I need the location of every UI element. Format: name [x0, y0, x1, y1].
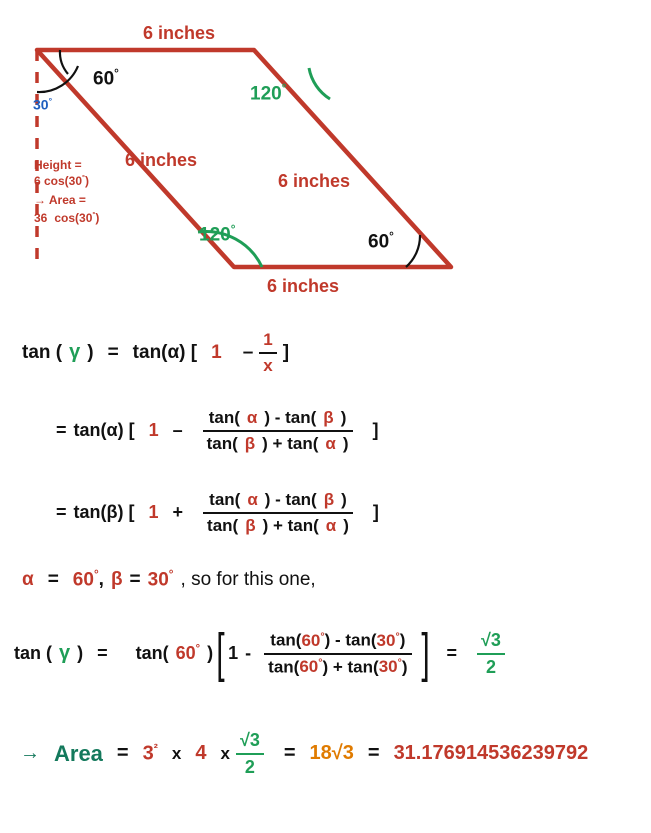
beta-symbol: β [323, 490, 335, 509]
fraction-denominator: tan( β ) + tan( α ) [206, 433, 349, 453]
one-5: 1 [228, 643, 239, 664]
equals-6c: = [367, 742, 380, 765]
label-right-side: 6 inches [278, 171, 351, 191]
parallelogram-figure [0, 0, 651, 310]
area-word: Area [54, 740, 103, 766]
fraction-numerator: tan( α ) - tan( β ) [209, 490, 347, 509]
fraction-bar [203, 430, 353, 432]
beta-symbol: β [323, 408, 334, 427]
fraction-denominator: x [263, 355, 273, 375]
fraction-numerator: tan(60°) - tan(30°) [270, 630, 406, 651]
equation-line-6-area [20, 730, 588, 777]
bracket-close-1: ] [282, 341, 290, 363]
degree-symbol: ° [389, 230, 394, 243]
tan-open-1: tan ( [22, 341, 63, 363]
degree-symbol: ° [318, 656, 323, 669]
fraction-sqrt3-over-2-area [236, 730, 264, 777]
tan-open-60: tan( [135, 643, 169, 664]
tan-beta-3: tan(β) [ [73, 502, 135, 523]
fraction-numerator: √3 [481, 630, 501, 650]
equals-4a: = [47, 568, 59, 590]
fraction-bar [477, 653, 505, 655]
height-label-line1: Height = [34, 158, 82, 172]
equals-3: = [56, 502, 67, 523]
label-angle-120-bottom: 120° [199, 223, 236, 246]
arrow-icon: → [34, 193, 46, 207]
label-bottom-side: 6 inches [267, 276, 340, 296]
area-simplified-value: 18√3 [309, 742, 354, 765]
bracket-close-3: ] [372, 502, 379, 523]
angle-arc-60-icon [60, 50, 68, 74]
tan-alpha-2: tan(α) [ [73, 420, 135, 441]
angle-arc-120-top-icon [309, 68, 330, 99]
beta-symbol: β [244, 433, 256, 453]
label-angle-60-bottomright: 60° [368, 230, 394, 253]
equals-6a: = [116, 742, 129, 765]
equals-5-result: = [446, 643, 458, 664]
area-expression: 36 cos(30°) [34, 210, 100, 225]
tan-alpha-1: tan(α) [ [132, 341, 198, 363]
label-angle-60-topleft: 60° [93, 67, 119, 90]
fraction-bar [236, 753, 264, 755]
gamma-symbol-5: γ [59, 642, 71, 665]
angle-30-value: 30° [376, 630, 400, 651]
fraction-denominator: 2 [485, 656, 496, 677]
equation-line-1 [22, 330, 289, 375]
equals-2: = [56, 420, 67, 441]
label-angle-120-top: 120° [250, 82, 287, 105]
degree-symbol: ° [114, 67, 119, 80]
degree-symbol: ° [395, 630, 400, 643]
times-2: x [220, 743, 230, 763]
tan-close-5: ) [77, 643, 84, 664]
fraction-tan60-tan30 [264, 630, 411, 676]
plus-3: + [172, 502, 184, 523]
alpha-symbol: α [247, 490, 258, 509]
equals-6b: = [283, 742, 296, 765]
label-left-side: 6 inches [125, 150, 198, 170]
beta-symbol-4: β [110, 568, 123, 590]
tan-close-1: ) [87, 341, 94, 363]
equation-line-4-values: α = 60° , β = 30° , so for this one, [22, 568, 316, 591]
fraction-denominator: tan(60°) + tan(30°) [268, 656, 408, 677]
angle-60-value: 60° [175, 643, 201, 664]
degree-symbol: ° [397, 656, 402, 669]
equation-line-2 [56, 408, 379, 453]
degree-symbol: ° [281, 82, 287, 95]
one-2: 1 [148, 420, 159, 441]
minus-5: - [245, 643, 252, 664]
alpha-symbol: α [246, 408, 258, 427]
area-decimal-value: 31.176914536239792 [393, 742, 589, 765]
four-value: 4 [195, 742, 207, 765]
degree-symbol: ° [168, 568, 174, 581]
fraction-denominator: 2 [244, 756, 255, 777]
angle-arc-60-right-icon [406, 235, 420, 267]
angle-60-value: 60° [301, 630, 325, 651]
degree-symbol: ° [230, 223, 236, 236]
fraction-one-over-x [259, 330, 276, 375]
height-label-line2: 6 cos(30°) [34, 173, 90, 188]
area-arrow-label: → Area = [34, 193, 86, 207]
alpha-symbol: α [325, 433, 336, 453]
fraction-numerator: 1 [263, 330, 273, 349]
degree-symbol: ° [48, 96, 53, 106]
label-angle-30-topleft: 30° [33, 96, 53, 113]
left-bracket-icon: [ [216, 623, 225, 684]
angle-30-value: 30° [378, 656, 402, 677]
fraction-denominator: tan( β ) + tan( α ) [207, 515, 349, 535]
times-1: x [171, 743, 182, 763]
alpha-symbol: α [325, 515, 337, 535]
equals-4b: = [129, 568, 141, 590]
degree-symbol: ° [195, 643, 201, 656]
equals-5: = [97, 643, 108, 664]
degree-symbol: ° [92, 210, 96, 219]
fraction-bar [259, 352, 276, 354]
three-squared: $3^{^2}$ [142, 741, 158, 766]
fraction-sqrt3-over-2-result [477, 630, 505, 677]
alpha-value: 60° [72, 568, 99, 591]
fraction-tan-difference-sum-2 [203, 490, 353, 535]
equation-line-5-substituted [14, 623, 511, 684]
tan-close-60: ) [207, 643, 214, 664]
equation-line-3 [56, 490, 379, 535]
beta-value: 30° [147, 568, 174, 591]
one-3: 1 [148, 502, 159, 523]
angle-60-value: 60° [299, 656, 323, 677]
right-bracket-icon: ] [420, 623, 430, 684]
beta-symbol: β [245, 515, 256, 535]
tan-open-5: tan ( [14, 643, 52, 664]
alpha-symbol-4: α [22, 568, 34, 590]
arrow-icon: → [20, 742, 40, 765]
fraction-bar [203, 512, 353, 514]
fraction-tan-difference-sum-1 [203, 408, 353, 453]
one-1: 1 [211, 341, 222, 363]
fraction-numerator: tan( α ) - tan( β ) [208, 408, 347, 427]
equals-1: = [107, 341, 119, 363]
fraction-numerator: √3 [239, 730, 260, 750]
label-top-side: 6 inches [143, 23, 216, 43]
gamma-symbol-1: γ [69, 341, 81, 364]
minus-1: – [242, 341, 254, 363]
degree-symbol: ° [93, 568, 99, 581]
fraction-bar [264, 653, 411, 655]
bracket-close-2: ] [372, 420, 379, 441]
height-area-annotation [34, 159, 154, 224]
degree-symbol: ° [320, 630, 325, 643]
minus-2: – [172, 420, 183, 441]
degree-symbol: ° [82, 173, 86, 182]
line4-tail-text: , so for this one, [180, 568, 316, 590]
